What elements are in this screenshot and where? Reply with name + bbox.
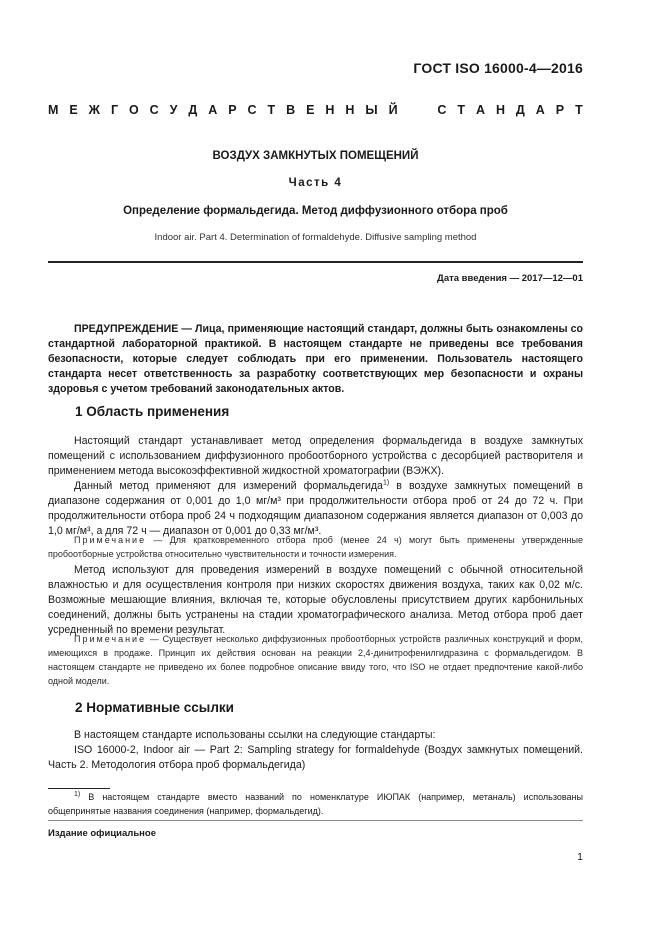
heading-letter: Ж: [88, 103, 100, 117]
note-1: [48, 533, 583, 561]
title-divider: [48, 261, 583, 263]
section-2-heading: 2 Нормативные ссылки: [75, 700, 234, 715]
footnote-ref: 1): [382, 479, 390, 487]
heading-letter: Е: [69, 103, 78, 117]
edition-label: Издание официальное: [48, 828, 156, 839]
english-title: Indoor air. Part 4. Determination of formaldehyde. Diffusive sampling method: [154, 232, 477, 243]
interstate-standard-heading: [48, 103, 583, 117]
heading-letter: Е: [306, 103, 315, 117]
heading-letter: А: [475, 103, 485, 117]
heading-letter: Д: [515, 103, 525, 117]
document-title: ВОЗДУХ ЗАМКНУТЫХ ПОМЕЩЕНИЙ: [212, 150, 419, 162]
footnote-separator: [48, 788, 110, 789]
section-1-heading: 1 Область применения: [75, 404, 230, 419]
heading-letter: Ы: [365, 103, 378, 117]
document-subtitle: Определение формальдегида. Метод диффузионного отбора проб: [123, 205, 508, 217]
heading-letter: Д: [188, 103, 198, 117]
heading-letter: Н: [325, 103, 335, 117]
heading-letter: В: [286, 103, 296, 117]
footnote: [48, 790, 583, 818]
heading-letter: С: [247, 103, 257, 117]
edition-divider: [48, 820, 583, 821]
heading-letter: Н: [345, 103, 355, 117]
heading-letter: Т: [575, 103, 583, 117]
heading-letter: Н: [495, 103, 505, 117]
standard-code: ГОСТ ISO 16000-4—2016: [413, 60, 583, 76]
introduction-date: Дата введения — 2017—12—01: [437, 273, 583, 284]
note-2: [48, 632, 583, 688]
heading-letter: Т: [267, 103, 276, 117]
heading-letter: Р: [228, 103, 237, 117]
warning-paragraph: ПРЕДУПРЕЖДЕНИЕ — Лица, применяющие настоящий стандарт, должны быть ознакомлены со стандартной лабораторной практикой. В настоящем стандарте не приведены все требования безопасности, которые следует соблюдать при его применении. Пользователь настоящего стандарта несет ответственность за разработку соответствующих мер безопасности и охраны здоровья с учетом требований законодательных актов.: [48, 323, 583, 395]
section-1-paragraph-2: [48, 479, 583, 539]
note-1-label: Примечание: [74, 535, 147, 545]
section-1-paragraph-3: Метод используют для проведения измерений в воздухе помещений с обычной относительной влажностью и для осуществления контроля при низких скоростях движения воздуха, таких как 0,02 м/с. Возможные мешающие влияния, включая те, которые обусловлены присутствием других карбонильных соединений, должны быть устранены на стадии хроматографического анализа. Метод отбора проб дает усредненный по времени результат.: [48, 564, 583, 636]
note-1-text: — Для кратковременного отбора проб (менее 24 ч) могут быть применены утвержденные пробоотборные устройства относительно чувствительности и точности измерения.: [48, 535, 583, 559]
section-2-paragraph-1: В настоящем стандарте использованы ссылки на следующие стандарты:: [74, 729, 436, 741]
footnote-mark: 1): [74, 791, 81, 798]
heading-letter: Й: [388, 103, 398, 117]
paragraph-2-text-b: в воздухе замкнутых помещений в диапазоне содержания от 0,001 до 1,0 мг/м³ при продолжительности отбора проб от 24 до 72 ч. При продолжительности отбора проб 24 ч подходящим диапазоном содержания является диапазон от 0,003 до 1,0 мг/м³, а для 72 ч — диапазон от 0,001 до 0,33 мг/м³.: [48, 480, 584, 537]
note-2-text: — Существует несколько диффузионных пробоотборных устройств различных конструкций и форм, имеющихся в продаже. Принцип их действия основан на реакции 2,4-динитрофенилгидразина с формальдегидом. В настоящем стандарте не приведено их более подробное описание ввиду того, что ISO не отдает предпочтение какой-либо одной модели.: [48, 634, 583, 686]
heading-letter: О: [128, 103, 139, 117]
note-2-label: Примечание: [74, 634, 147, 644]
heading-letter: С: [437, 103, 447, 117]
word-gap: [423, 103, 426, 117]
document-part: Часть 4: [288, 177, 343, 189]
heading-letter: Р: [555, 103, 565, 117]
heading-letter: Г: [110, 103, 119, 117]
heading-letter: А: [535, 103, 545, 117]
heading-letter: М: [48, 103, 59, 117]
section-2-reference: ISO 16000-2, Indoor air — Part 2: Sampling strategy for formaldehyde (Воздух замкнутых помещений. Часть 2. Методология отбора проб формальдегида): [48, 744, 583, 771]
section-1-paragraph-1: Настоящий стандарт устанавливает метод определения формальдегида в воздухе замкнутых помещений с использованием диффузионного пробоотборного устройства с десорбцией растворителя и применением метода высокоэффективной жидкостной хроматографии (ВЭЖХ).: [48, 435, 583, 477]
heading-letter: С: [149, 103, 159, 117]
footnote-text: В настоящем стандарте вместо названий по номенклатуре ИЮПАК (например, метаналь) использованы общепринятые названия соединения (например, формальдегид).: [48, 792, 583, 816]
heading-letter: У: [169, 103, 178, 117]
paragraph-2-text-a: Данный метод применяют для измерений формальдегида: [74, 480, 383, 492]
word-gap: [409, 103, 412, 117]
page-number: 1: [577, 851, 583, 863]
heading-letter: Т: [457, 103, 465, 117]
heading-letter: А: [208, 103, 218, 117]
